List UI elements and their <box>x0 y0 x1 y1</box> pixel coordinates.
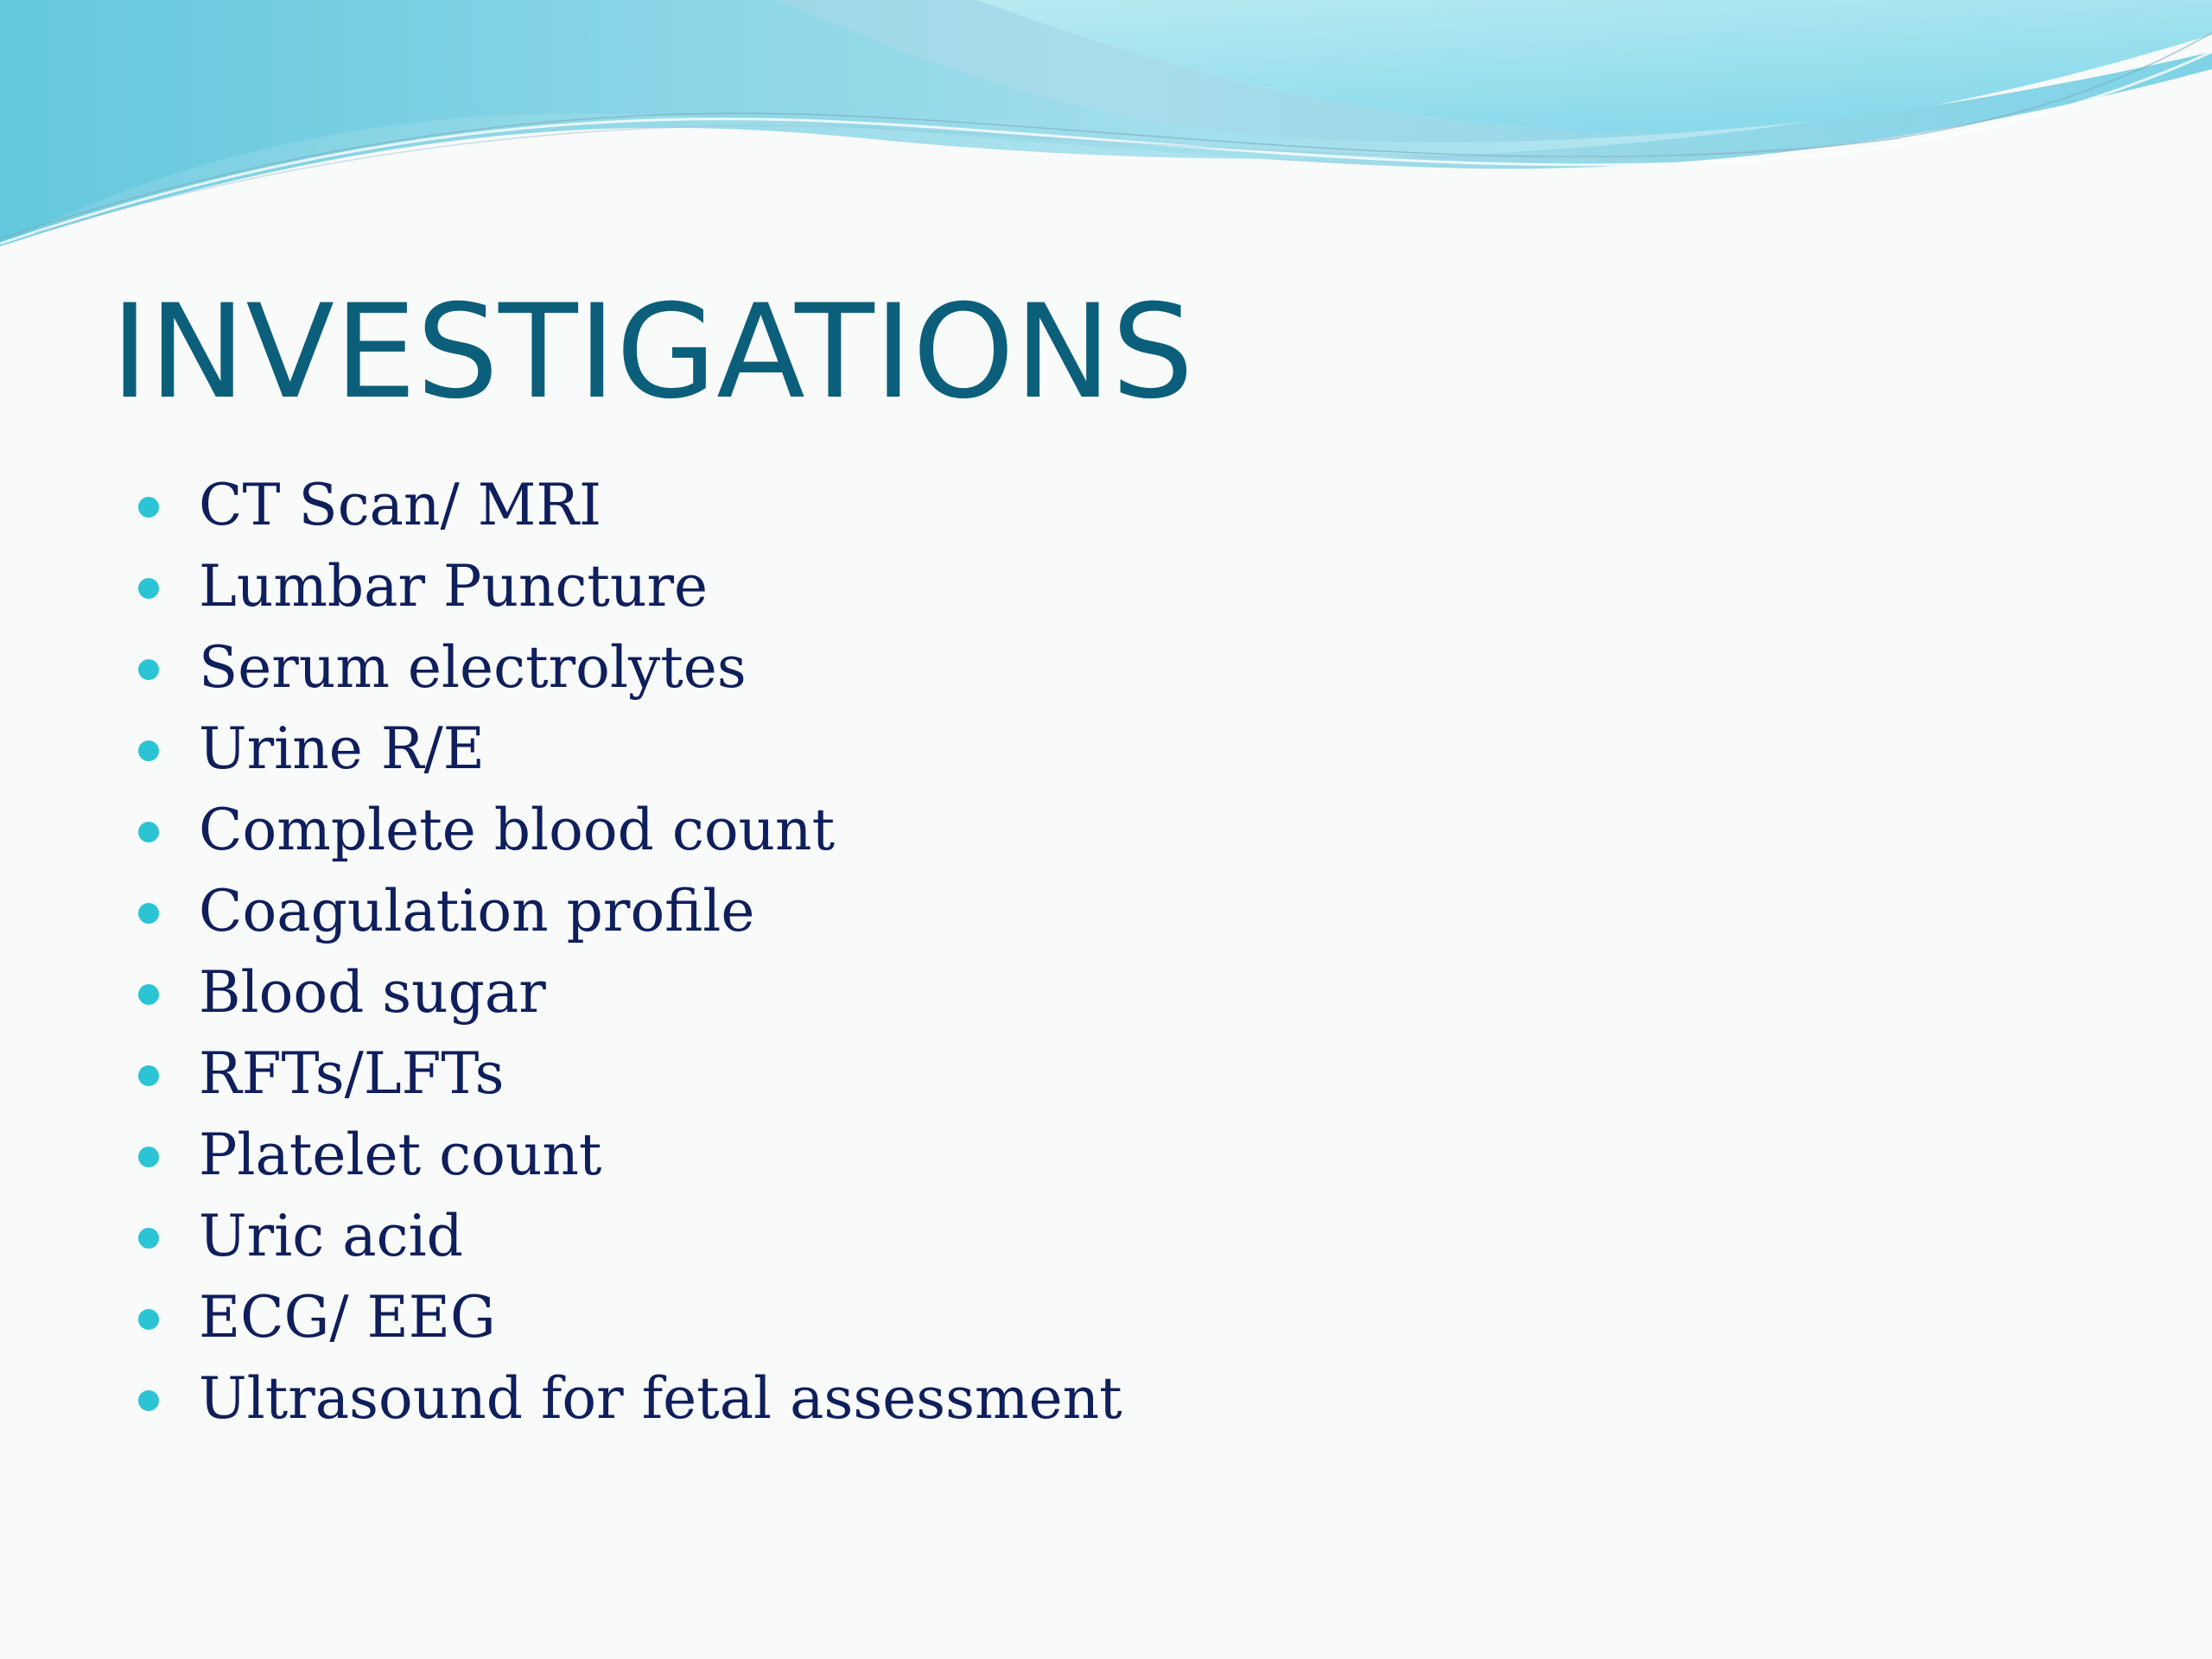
list-item-text: Urine R/E <box>199 715 485 782</box>
list-item-text: Ultrasound for fetal assessment <box>199 1365 1122 1432</box>
bullet-icon <box>138 659 159 680</box>
list-item-text: CT Scan/ MRI <box>199 472 602 538</box>
bullet-icon <box>138 903 159 924</box>
bullet-icon <box>138 984 159 1005</box>
list-item-text: Blood sugar <box>199 959 546 1026</box>
bullet-icon <box>138 1309 159 1330</box>
list-item-text: Coagulation profile <box>199 878 755 944</box>
list-item-text: RFTs/LFTs <box>199 1040 505 1107</box>
list-item <box>133 465 1122 546</box>
list-item-text: Lumbar Puncture <box>199 553 709 620</box>
bullet-icon <box>138 1065 159 1086</box>
slide-title: INVESTIGATIONS <box>111 277 1194 428</box>
list-item <box>133 952 1122 1033</box>
list-item <box>133 709 1122 790</box>
list-item <box>133 1277 1122 1358</box>
bullet-icon <box>138 1390 159 1411</box>
bullet-list <box>133 465 1122 1440</box>
list-item <box>133 871 1122 952</box>
header-wave-decoration <box>0 0 2212 259</box>
list-item <box>133 1033 1122 1115</box>
bullet-icon <box>138 1228 159 1249</box>
list-item-text: Platelet count <box>199 1122 602 1188</box>
list-item <box>133 546 1122 627</box>
list-item-text: Complete blood count <box>199 797 836 863</box>
list-item <box>133 1196 1122 1277</box>
list-item <box>133 627 1122 709</box>
list-item <box>133 1115 1122 1196</box>
list-item-text: Serum electrolytes <box>199 634 747 701</box>
bullet-icon <box>138 578 159 599</box>
bullet-icon <box>138 822 159 842</box>
list-item-text: ECG/ EEG <box>199 1284 496 1351</box>
bullet-icon <box>138 1147 159 1167</box>
list-item-text: Uric acid <box>199 1203 463 1269</box>
bullet-icon <box>138 741 159 761</box>
list-item <box>133 1358 1122 1440</box>
list-item <box>133 790 1122 871</box>
bullet-icon <box>138 497 159 518</box>
